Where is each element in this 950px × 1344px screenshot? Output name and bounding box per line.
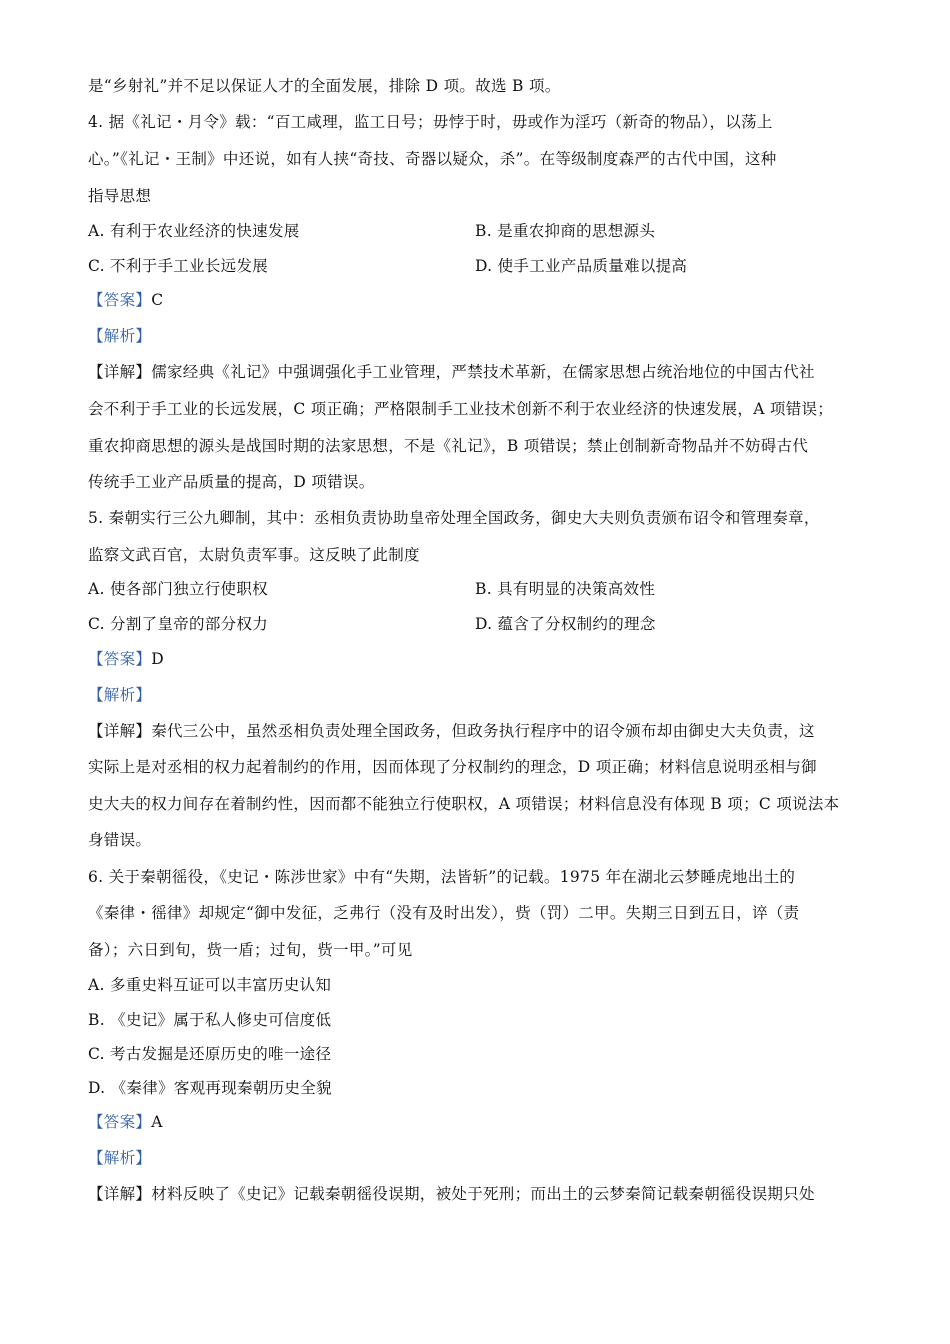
- question-5-stem: 5. 秦朝实行三公九卿制，其中：丞相负责协助皇帝处理全国政务，御史大夫则负责颁布诏令和管理奏章，: [88, 509, 820, 527]
- answer-value: D: [151, 650, 164, 668]
- answer-line: [88, 290, 163, 310]
- option-a: A. 有利于农业经济的快速发展: [88, 222, 300, 240]
- option-a: A. 使各部门独立行使职权: [88, 580, 268, 598]
- explanation-line: 传统手工业产品质量的提高，D 项错误。: [88, 473, 375, 491]
- detail-tag: 【详解】: [88, 1185, 152, 1203]
- explanation-text: 材料反映了《史记》记载秦朝徭役误期，被处于死刑；而出土的云梦秦简记载秦朝徭役误期只处: [151, 1185, 815, 1203]
- option-b: B. 《史记》属于私人修史可信度低: [88, 1011, 332, 1029]
- analysis-tag: 【解析】: [88, 327, 152, 345]
- answer-tag: 【答案】: [88, 650, 152, 668]
- answer-tag: 【答案】: [88, 1113, 152, 1131]
- explanation-text: 儒家经典《礼记》中强调强化手工业管理，严禁技术革新，在儒家思想占统治地位的中国古代社: [151, 363, 815, 381]
- question-5-stem: 监察文武百官，太尉负责军事。这反映了此制度: [88, 546, 420, 564]
- explanation-line: [88, 362, 815, 382]
- explanation-line: 身错误。: [88, 831, 152, 849]
- option-c: C. 分割了皇帝的部分权力: [88, 615, 269, 633]
- answer-line: [88, 649, 164, 669]
- option-d: D. 蕴含了分权制约的理念: [475, 615, 656, 633]
- explanation-text: 秦代三公中，虽然丞相负责处理全国政务，但政务执行程序中的诏令颁布却由御史大夫负责，这: [151, 722, 815, 740]
- explanation-line: 实际上是对丞相的权力起着制约的作用，因而体现了分权制约的理念，D 项正确；材料信息说明丞相与御: [88, 758, 817, 776]
- question-4-stem: 指导思想: [88, 187, 152, 205]
- analysis-tag: 【解析】: [88, 1149, 152, 1167]
- answer-value: C: [151, 291, 164, 309]
- answer-line: [88, 1112, 163, 1132]
- explanation-line: 史大夫的权力间存在着制约性，因而都不能独立行使职权，A 项错误；材料信息没有体现 B 项；C 项说法本: [88, 795, 840, 813]
- option-d: D. 使手工业产品质量难以提高: [475, 257, 688, 275]
- question-4-stem: 4. 据《礼记・月令》载：“百工咸理，监工日号；毋悖于时，毋或作为淫巧（新奇的物品），以荡上: [88, 113, 773, 131]
- option-c: C. 考古发掘是还原历史的唯一途径: [88, 1045, 332, 1063]
- text-line: 是“乡射礼”并不足以保证人才的全面发展，排除 D 项。故选 B 项。: [88, 77, 561, 95]
- option-b: B. 具有明显的决策高效性: [475, 580, 656, 598]
- option-c: C. 不利于手工业长远发展: [88, 257, 269, 275]
- option-a: A. 多重史料互证可以丰富历史认知: [88, 976, 332, 994]
- question-4-stem: 心。”《礼记・王制》中还说，如有人挟“奇技、奇器以疑众，杀”。在等级制度森严的古代中国，这种: [88, 150, 777, 168]
- option-b: B. 是重农抑商的思想源头: [475, 222, 656, 240]
- explanation-line: 会不利于手工业的长远发展，C 项正确；严格限制手工业技术创新不利于农业经济的快速发展，A 项错误；: [88, 400, 834, 418]
- answer-value: A: [151, 1113, 163, 1131]
- question-6-stem: 《秦律・徭律》却规定“御中发征，乏弗行（没有及时出发），赀（罚）二甲。失期三日到五日，谇（责: [88, 904, 800, 922]
- analysis-tag: 【解析】: [88, 686, 152, 704]
- answer-tag: 【答案】: [88, 291, 152, 309]
- question-6-stem: 6. 关于秦朝徭役，《史记・陈涉世家》中有“失期，法皆斩”的记载。1975 年在湖北云梦睡虎地出土的: [88, 868, 796, 886]
- option-d: D. 《秦律》客观再现秦朝历史全貌: [88, 1079, 332, 1097]
- question-6-stem: 备）；六日到旬，赀一盾；过旬，赀一甲。”可见: [88, 941, 413, 959]
- explanation-line: [88, 721, 815, 741]
- explanation-line: [88, 1184, 815, 1204]
- explanation-line: 重农抑商思想的源头是战国时期的法家思想，不是《礼记》，B 项错误；禁止创制新奇物品并不妨碍古代: [88, 437, 809, 455]
- detail-tag: 【详解】: [88, 363, 152, 381]
- detail-tag: 【详解】: [88, 722, 152, 740]
